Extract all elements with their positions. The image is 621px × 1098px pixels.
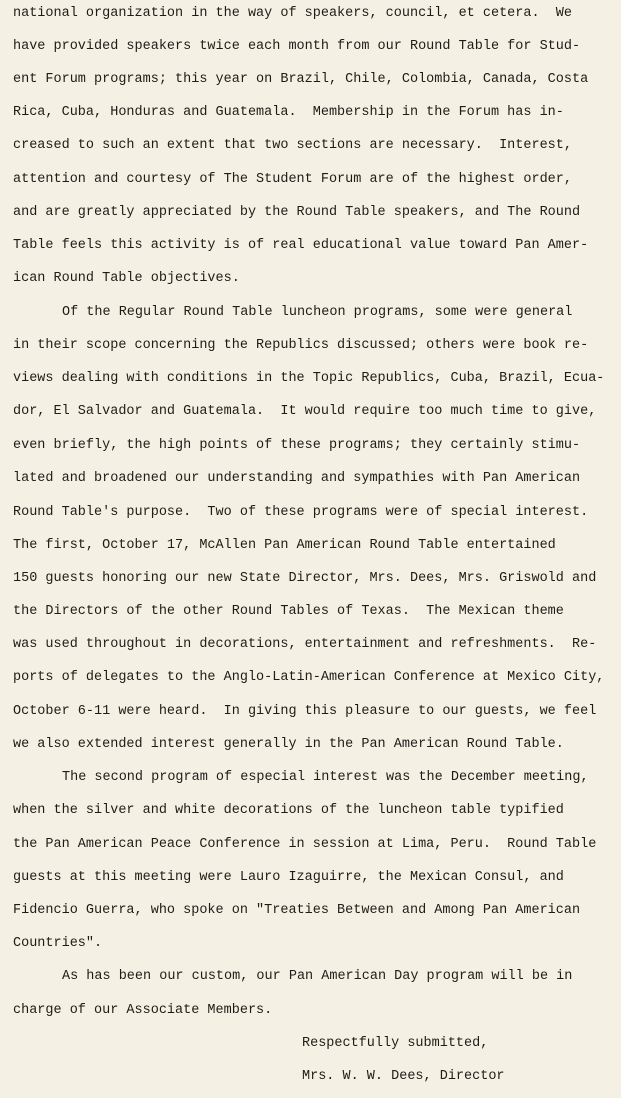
text-line-21: ports of delegates to the Anglo-Latin-American Conference at Mexico City, (13, 670, 605, 685)
text-line-13: dor, El Salvador and Guatemala. It would require too much time to give, (13, 404, 597, 419)
text-line-8: Table feels this activity is of real educational value toward Pan Amer- (13, 238, 589, 253)
text-line-3: ent Forum programs; this year on Brazil, Chile, Colombia, Canada, Costa (13, 72, 589, 87)
text-line-20: was used throughout in decorations, entertainment and refreshments. Re- (13, 637, 597, 652)
text-line-31: charge of our Associate Members. (13, 1003, 273, 1018)
closing-line: Respectfully submitted, (302, 1036, 489, 1051)
text-line-27: guests at this meeting were Lauro Izaguirre, the Mexican Consul, and (13, 870, 564, 885)
text-line-10: Of the Regular Round Table luncheon programs, some were general (62, 305, 573, 320)
text-line-2: have provided speakers twice each month from our Round Table for Stud- (13, 39, 581, 54)
text-line-29: Countries". (13, 936, 103, 951)
text-line-23: we also extended interest generally in the Pan American Round Table. (13, 737, 564, 752)
text-line-25: when the silver and white decorations of the luncheon table typified (13, 803, 564, 818)
text-line-7: and are greatly appreciated by the Round Table speakers, and The Round (13, 205, 581, 220)
text-line-11: in their scope concerning the Republics discussed; others were book re- (13, 338, 589, 353)
text-line-12: views dealing with conditions in the Topic Republics, Cuba, Brazil, Ecua- (13, 371, 605, 386)
text-line-26: the Pan American Peace Conference in session at Lima, Peru. Round Table (13, 837, 597, 852)
text-line-17: The first, October 17, McAllen Pan American Round Table entertained (13, 538, 556, 553)
text-line-15: lated and broadened our understanding and sympathies with Pan American (13, 471, 581, 486)
text-line-24: The second program of especial interest was the December meeting, (62, 770, 589, 785)
text-line-16: Round Table's purpose. Two of these programs were of special interest. (13, 505, 589, 520)
text-line-18: 150 guests honoring our new State Director, Mrs. Dees, Mrs. Griswold and (13, 571, 597, 586)
text-line-19: the Directors of the other Round Tables of Texas. The Mexican theme (13, 604, 564, 619)
text-line-28: Fidencio Guerra, who spoke on "Treaties Between and Among Pan American (13, 903, 581, 918)
text-line-14: even briefly, the high points of these programs; they certainly stimu- (13, 438, 581, 453)
text-line-9: ican Round Table objectives. (13, 271, 240, 286)
text-line-6: attention and courtesy of The Student Forum are of the highest order, (13, 172, 572, 187)
text-line-22: October 6-11 were heard. In giving this pleasure to our guests, we feel (13, 704, 597, 719)
signature-line: Mrs. W. W. Dees, Director (302, 1069, 505, 1084)
text-line-1: national organization in the way of speakers, council, et cetera. We (13, 6, 572, 21)
text-line-30: As has been our custom, our Pan American Day program will be in (62, 969, 573, 984)
text-line-5: creased to such an extent that two sections are necessary. Interest, (13, 138, 572, 153)
text-line-4: Rica, Cuba, Honduras and Guatemala. Membership in the Forum has in- (13, 105, 564, 120)
